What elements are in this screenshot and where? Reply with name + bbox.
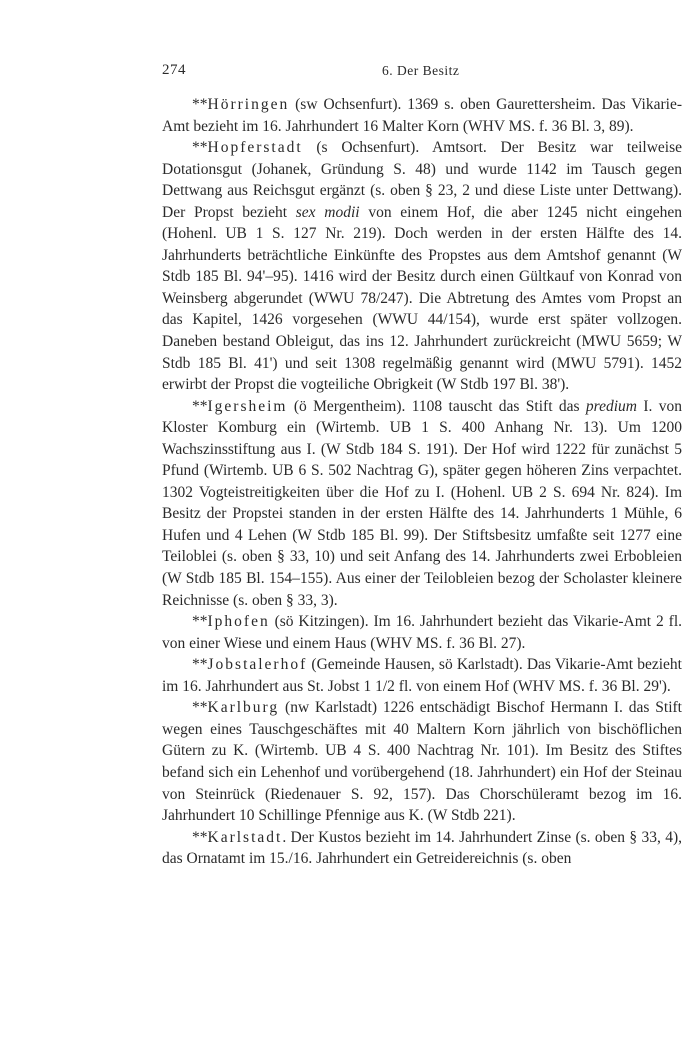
body-text [162,94,682,870]
entry-karlburg [162,697,682,826]
entry-text: (sw Ochsenfurt). 1369 s. oben Gaurettersheim. Das Vikarie-Amt bezieht im 16. Jahrhundert 16 Malter Korn (WHV MS. f. 36 Bl. 3, 89). [162,96,682,135]
latin-term: predium [585,397,637,415]
entry-igersheim [162,396,682,611]
entry-text: (s Ochsenfurt). Amtsort. Der Besitz war teilweise Dotationsgut (Johanek, Gründung S. 48) und wurde 1142 im Tausch gegen Dettwang aus Reichsgut ergänzt (s. oben § 23, 2 und diese Liste unter Dettwang). Der Propst bezieht [162,139,682,221]
entry-text-continued: I. von Kloster Komburg ein (Wirtemb. UB 1 S. 400 Anhang Nr. 13). Um 1200 Wachszinsstiftung aus I. (W Stdb 184 S. 191). Der Hof wird 1222 für zunächst 5 Pfund (Wirtemb. UB 6 S. 502 Nachtrag G), später gegen höheren Zins verpachtet. 1302 Vogteistreitigkeiten über die Hof zu I. (Hohenl. UB 2 S. 694 Nr. 824). Im Besitz der Propstei standen in der ersten Hälfte des 14. Jahrhunderts 1 Mühle, 6 Hufen und 4 Lehen (W Stdb 185 Bl. 99). Der Stiftsbesitz umfaßte seit 1277 eine Teiloblei (s. oben § 33, 10) und seit Anfang des 14. Jahrhunderts zwei Erbobleien (W Stdb 185 Bl. 154–155). Aus einer der Teilobleien bezog der Scholaster kleinere Reichnisse (s. oben § 33, 3). [162,397,682,609]
page-header [162,62,682,82]
place-name: Jobstalerhof [207,656,308,674]
entry-marker: ** [192,139,208,157]
entry-jobstalerhof [162,654,682,697]
place-name: Iphofen [207,613,270,631]
page-number: 274 [162,62,186,78]
entry-marker: ** [192,613,208,631]
entry-text-continued: von einem Hof, die aber 1245 nicht eingehen (Hohenl. UB 1 S. 127 Nr. 219). Doch werden in der ersten Hälfte des 14. Jahrhunderts beträchtliche Einkünfte des Propstes aus dem Amtshof genannt (W Stdb 185 Bl. 94'–95). 1416 wird der Besitz durch einen Gültkauf von Konrad von Weinsberg abgerundet (WWU 78/247). Die Abtretung des Amtes vom Propst an das Kapitel, 1426 vorgesehen (WWU 44/154), wurde erst später vollzogen. Daneben bestand Obleigut, das ins 12. Jahrhundert zurückreicht (MWU 5659; W Stdb 185 Bl. 41') und seit 1308 regelmäßig genannt wird (MWU 5791). 1452 erwirbt der Propst die vogteiliche Obrigkeit (W Stdb 197 Bl. 38'). [162,203,682,394]
place-name: Hörringen [207,96,290,113]
entry-text: . Der Kustos bezieht im 14. Jahrhundert Zinse (s. oben § 33, 4), das Ornatamt im 15./16. Jahrhundert ein Getreidereichnis (s. oben [162,828,682,868]
latin-term: sex modii [295,203,360,221]
entry-marker: ** [192,397,208,415]
entry-marker: ** [192,828,208,846]
place-name: Hopferstadt [207,139,303,157]
place-name: Karlburg [207,699,280,717]
entry-marker: ** [192,699,208,717]
place-name: Karlstadt [207,828,283,846]
entry-marker: ** [192,656,208,674]
entry-hoerringen [162,94,682,137]
entry-iphofen [162,611,682,654]
entry-marker: ** [192,96,208,113]
entry-text: (sö Kitzingen). Im 16. Jahrhundert bezieht das Vikarie-Amt 2 fl. von einer Wiese und einem Haus (WHV MS. f. 36 Bl. 27). [162,613,682,652]
running-head: 6. Der Besitz [382,63,460,78]
entry-hopferstadt [162,137,682,396]
entry-text: (Gemeinde Hausen, sö Karlstadt). Das Vikarie-Amt bezieht im 16. Jahrhundert aus St. Jobst 1 1/2 fl. von einem Hof (WHV MS. f. 36 Bl. 29'). [162,656,682,695]
entry-text: (ö Mergentheim). 1108 tauscht das Stift das [287,397,586,415]
place-name: Igersheim [207,397,288,415]
entry-karlstadt [162,827,682,870]
entry-text: (nw Karlstadt) 1226 entschädigt Bischof Hermann I. das Stift wegen eines Tauschgeschäftes mit 40 Maltern Korn jährlich von bischöflichen Gütern zu K. (Wirtemb. UB 4 S. 400 Nachtrag Nr. 101). Im Besitz des Stiftes befand sich ein Lehenhof und vorübergehend (18. Jahrhundert) ein Hof der Steinau von Steinrück (Riedenauer S. 92, 157). Das Chorschüleramt bezog im 16. Jahrhundert 10 Schillinge Pfennige aus K. (W Stdb 221). [162,699,682,825]
